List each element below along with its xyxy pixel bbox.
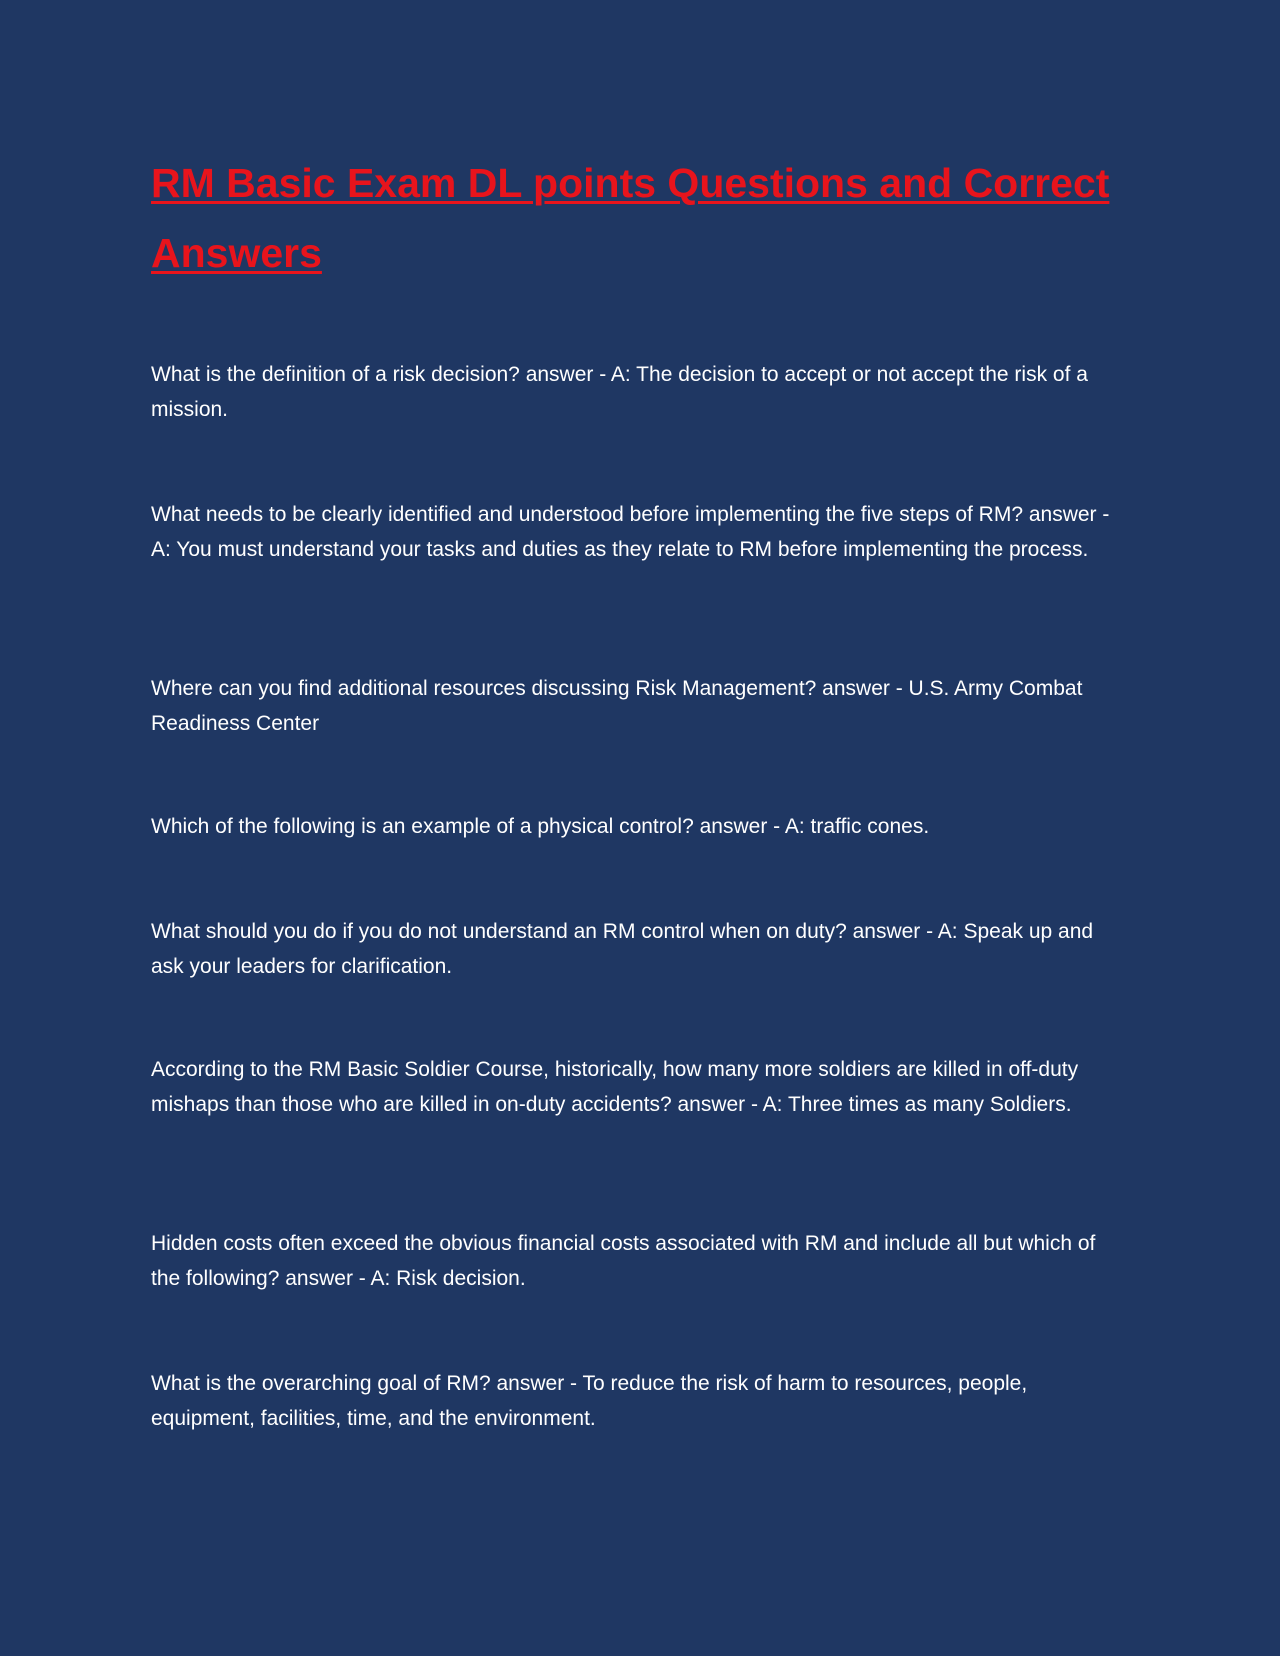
qa-item-8: What is the overarching goal of RM? answer - To reduce the risk of harm to resources, people, equipment, facilities, time, and the environment.: [151, 1372, 1028, 1430]
qa-item-1: What is the definition of a risk decision? answer - A: The decision to accept or not accept the risk of a mission.: [151, 363, 1088, 421]
qa-item-2: What needs to be clearly identified and understood before implementing the five steps of RM? answer - A: You must understand your tasks and duties as they relate to RM before implementing the process.: [151, 503, 1110, 561]
qa-item-3: Where can you find additional resources discussing Risk Management? answer - U.S. Army Combat Readiness Center: [151, 677, 1083, 735]
document-title: RM Basic Exam DL points Questions and Correct Answers: [151, 160, 1110, 276]
qa-item-7: Hidden costs often exceed the obvious financial costs associated with RM and include all but which of the following? answer - A: Risk decision.: [151, 1232, 1096, 1290]
qa-item-5: What should you do if you do not understand an RM control when on duty? answer - A: Speak up and ask your leaders for clarification.: [151, 920, 1094, 978]
qa-item-6: According to the RM Basic Soldier Course, historically, how many more soldiers are killed in off-duty mishaps than those who are killed in on-duty accidents? answer - A: Three times as many Soldiers.: [151, 1058, 1079, 1116]
qa-item-4: Which of the following is an example of a physical control? answer - A: traffic cones.: [151, 815, 930, 838]
